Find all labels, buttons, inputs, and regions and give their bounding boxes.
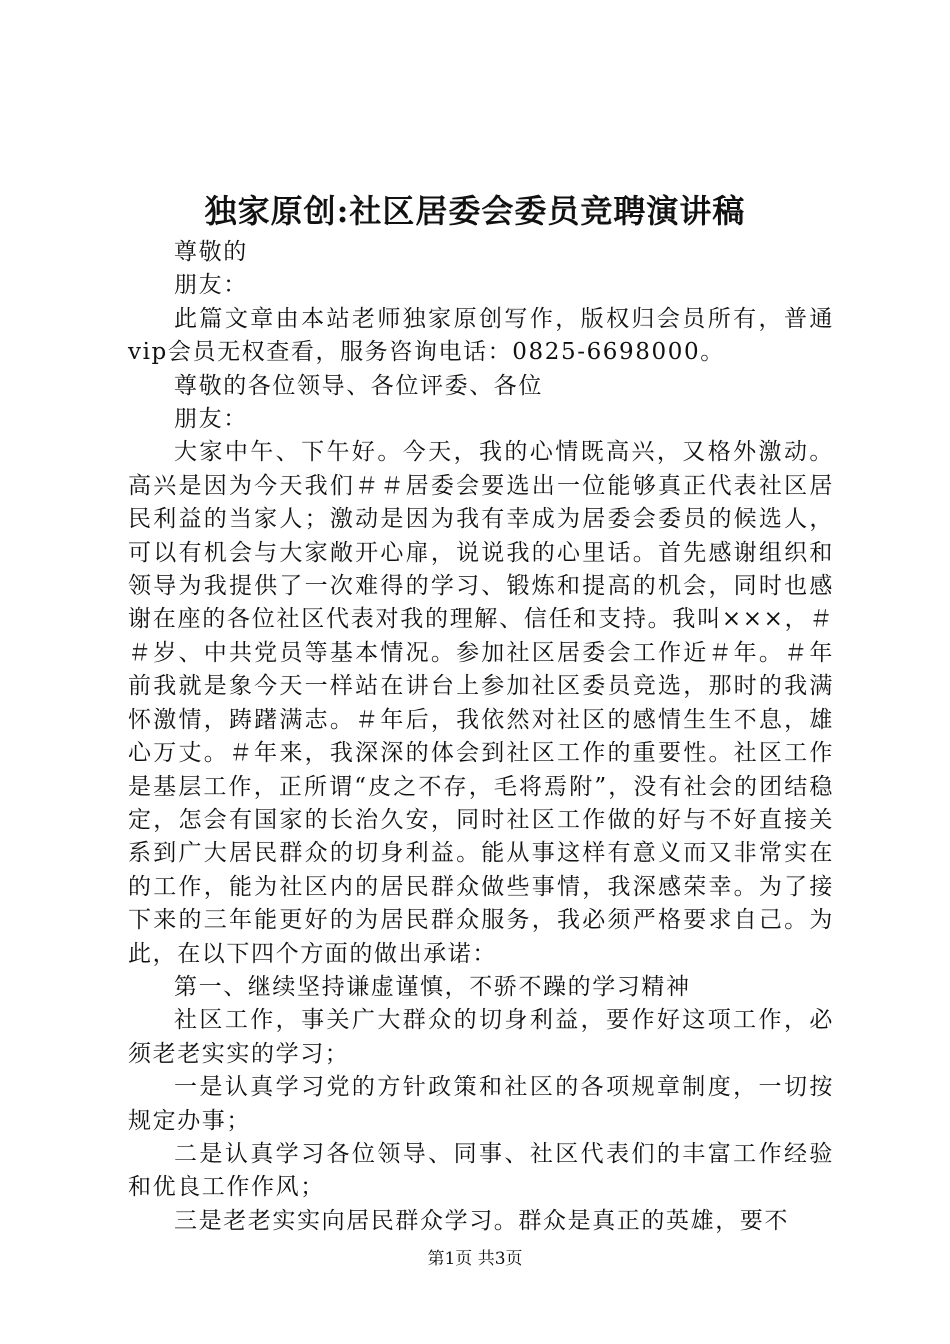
paragraph: 此篇文章由本站老师独家原创写作，版权归会员所有，普通vip会员无权查看，服务咨询电话：0825-6698000。 xyxy=(128,305,834,366)
paragraph: 社区工作，事关广大群众的切身利益，要作好这项工作，必须老老实实的学习； xyxy=(128,1007,834,1067)
paragraph: 一是认真学习党的方针政策和社区的各项规章制度，一切按规定办事； xyxy=(128,1074,834,1134)
page-footer: 第1页 共3页 xyxy=(427,1249,523,1269)
paragraph: 三是老老实实向居民群众学习。群众是真正的英雄，要不 xyxy=(174,1207,789,1234)
paragraph: 第一、继续坚持谦虚谨慎，不骄不躁的学习精神 xyxy=(174,973,691,1000)
document-title: 独家原创:社区居委会委员竞聘演讲稿 xyxy=(204,192,746,230)
document-body xyxy=(128,236,834,1238)
paragraph: 朋友： xyxy=(174,272,248,299)
paragraph: 尊敬的 xyxy=(174,239,248,265)
paragraph: 大家中午、下午好。今天，我的心情既高兴，又格外激动。高兴是因为今天我们＃＃居委会要选出一位能够真正代表社区居民利益的当家人；激动是因为我有幸成为居委会委员的候选人，可以有机会与大家敞开心扉，说说我的心里话。首先感谢组织和领导为我提供了一次难得的学习、锻炼和提高的机会，同时也感谢在座的各位社区代表对我的理解、信任和支持。我叫×××，＃＃岁、中共党员等基本情况。参加社区居委会工作近＃年。＃年前我就是象今天一样站在讲台上参加社区委员竞选，那时的我满怀激情，踌躇满志。＃年后，我依然对社区的感情生生不息，雄心万丈。＃年来，我深深的体会到社区工作的重要性。社区工作是基层工作，正所谓“皮之不存，毛将焉附”，没有社会的团结稳定，怎会有国家的长治久安，同时社区工作做的好与不好直接关系到广大居民群众的切身利益。能从事这样有意义而又非常实在的工作，能为社区内的居民群众做些事情，我深感荣幸。为了接下来的三年能更好的为居民群众服务，我必须严格要求自己。为此，在以下四个方面的做出承诺： xyxy=(128,439,834,967)
paragraph: 尊敬的各位领导、各位评委、各位 xyxy=(174,372,543,399)
paragraph: 二是认真学习各位领导、同事、社区代表们的丰富工作经验和优良工作作风； xyxy=(128,1140,834,1201)
paragraph: 朋友： xyxy=(174,406,248,433)
